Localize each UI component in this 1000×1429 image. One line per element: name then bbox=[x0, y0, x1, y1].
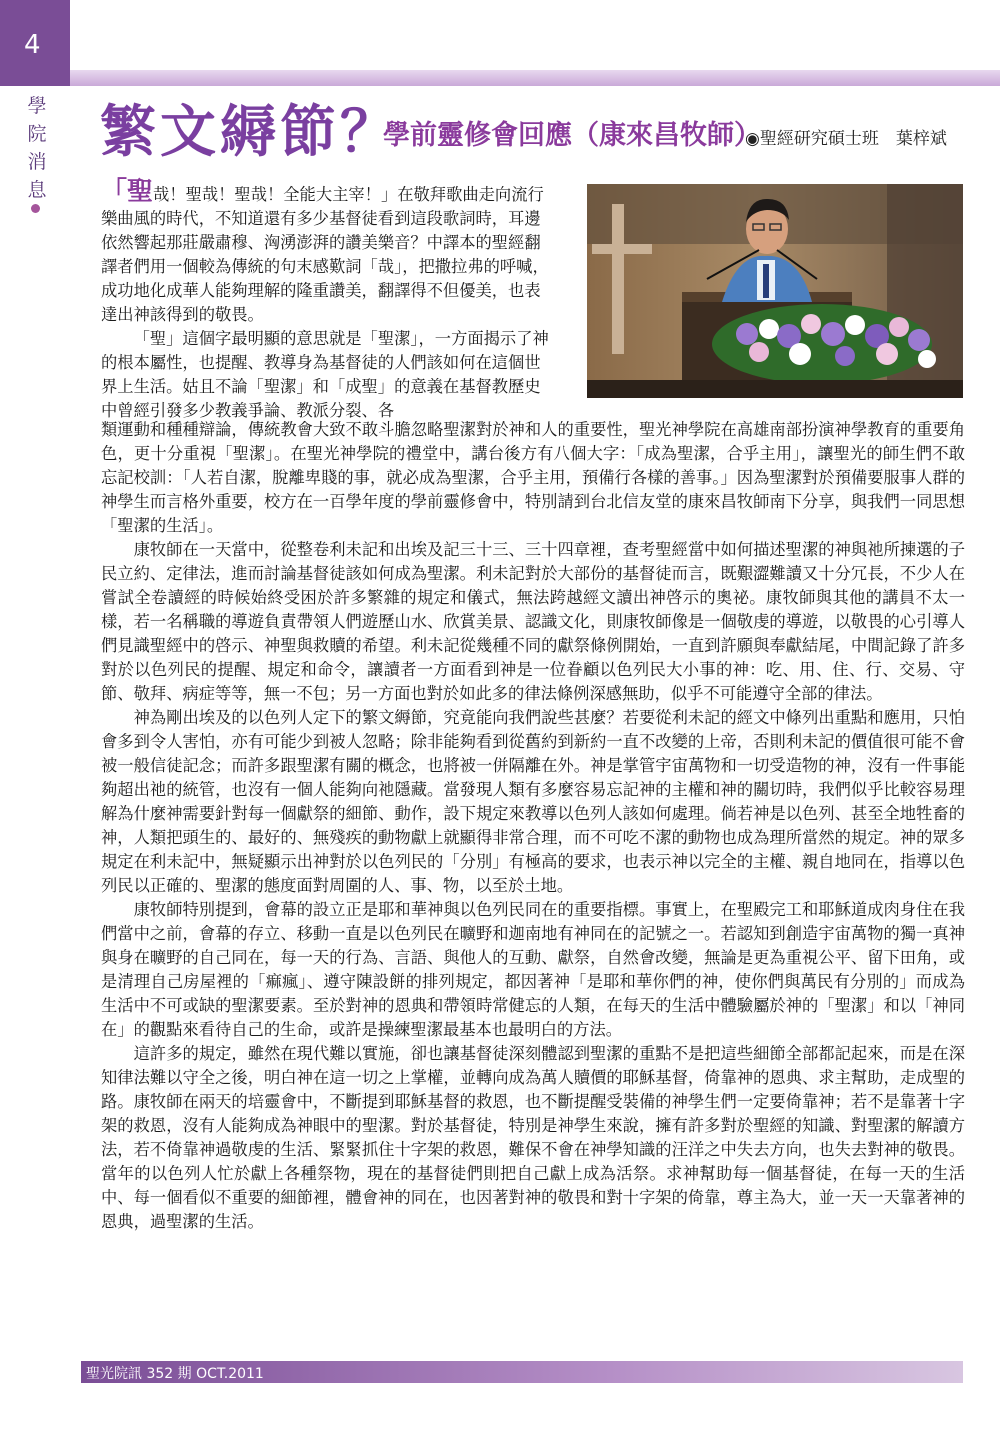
section-label-char: 息 bbox=[27, 179, 47, 201]
page-number: 4 bbox=[24, 30, 41, 60]
body-paragraph: 康牧師在一天當中，從整卷利未記和出埃及記三十三、三十四章裡，查考聖經當中如何描述聖潔的神與祂所揀選的子民立約、定律法，進而討論基督徒該如何成為聖潔。利未記對於大部份的基督徒而言，既艱澀難讀又十分冗長，不少人在嘗試全卷讀經的時候始終受困於許多繁雜的規定和儀式，無法跨越經文讀出神啓示的奧祕。康牧師與其他的講員不太一樣，若一名稱職的導遊負責帶領人們遊歷山水、欣賞美景、認識文化，則康牧師像是一個敬虔的導遊，以敬畏的心引導人們見識聖經中的啓示、神聖與救贖的希望。利未記從幾種不同的獻祭條例開始，一直到許願與奉獻結尾，中間記錄了許多對於以色列民的提醒、規定和命令，讓讀者一方面看到神是一位眷顧以色列民大小事的神：吃、用、住、行、交易、守節、敬拜、病症等等，無一不包；另一方面也對於如此多的律法條例深感無助，似乎不可能遵守全部的律法。 bbox=[101, 540, 965, 703]
lead-paragraph-2: 「聖」這個字最明顯的意思就是「聖潔」，一方面揭示了神的根本屬性，也提醒、教導身為基督徒的人們該如何在這個世界上生活。姑且不論「聖潔」和「成聖」的意義在基督教歷史中曾經引發多少教義爭論、教派分裂、各 bbox=[101, 329, 549, 420]
article-title: 繁文縟節？ bbox=[100, 100, 400, 165]
body-paragraph: 康牧師特別提到，會幕的設立正是耶和華神與以色列民同在的重要指標。事實上，在聖殿完工和耶穌道成肉身住在我們當中之前，會幕的存立、移動一直是以色列民在曠野和迦南地有神同在的記號之一。若認知到創造宇宙萬物的獨一真神與身在曠野的自己同在，每一天的行為、言語、與他人的互動、獻祭，自然會改變，無論是更為重視公平、留下田角，或是清理自己房屋裡的「痲瘋」、遵守陳設餅的排列規定，都因著神「是耶和華你們的神，使你們與萬民有分別的」而成為生活中不可或缺的聖潔要素。至於對神的恩典和帶領時常健忘的人類，在每天的生活中體驗屬於神的「聖潔」和以「神同在」的觀點來看待自己的生命，或許是操練聖潔最基本也最明白的方法。 bbox=[101, 900, 965, 1039]
section-dot-icon bbox=[31, 204, 40, 213]
speaker-photo-illustration bbox=[587, 184, 963, 398]
dropcap: 「聖 bbox=[101, 177, 154, 207]
article-subtitle: 學前靈修會回應（康來昌牧師） bbox=[383, 120, 761, 151]
speaker-photo bbox=[587, 184, 963, 398]
lead-paragraph-1 bbox=[101, 177, 553, 327]
header-rule bbox=[70, 70, 1000, 86]
body-paragraph: 類運動和種種辯論，傳統教會大致不敢斗膽忽略聖潔對於神和人的重要性，聖光神學院在高雄南部扮演神學教育的重要角色，更十分重視「聖潔」。在聖光神學院的禮堂中，講台後方有八個大字：「成為聖潔，合乎主用」，讓聖光的師生們不敢忘記校訓：「人若自潔，脫離卑賤的事，就必成為聖潔，合乎主用，預備行各樣的善事。」因為聖潔對於預備要服事人群的神學生而言格外重要，校方在一百學年度的學前靈修會中，特別請到台北信友堂的康來昌牧師南下分享，與我們一同思想「聖潔的生活」。 bbox=[101, 420, 965, 535]
body-paragraph: 神為剛出埃及的以色列人定下的繁文縟節，究竟能向我們說些甚麼？若要從利未記的經文中條列出重點和應用，只怕會多到令人害怕，亦有可能少到被人忽略；除非能夠看到從舊約到新約一直不改變的上帝，否則利未記的價值很可能不會被一般信徒記念；而許多跟聖潔有關的概念，也將被一併隔離在外。神是掌管宇宙萬物和一切受造物的神，沒有一件事能夠超出祂的統管，也沒有一個人能夠向祂隱藏。當發現人類有多麼容易忘記神的主權和神的關切時，我們似乎比較容易理解為什麼神需要針對每一個獻祭的細節、動作，設下規定來教導以色列人該如何處理。倘若神是以色列、甚至全地牲畜的神，人類把頭生的、最好的、無殘疾的動物獻上就顯得非常合理，而不可吃不潔的動物也成為理所當然的規定。神的眾多規定在利未記中，無疑顯示出神對於以色列民的「分別」有極高的要求，也表示神以完全的主權、親自地同在，指導以色列民以正確的、聖潔的態度面對周圍的人、事、物，以至於土地。 bbox=[101, 708, 965, 895]
footer-text: 聖光院訊 352 期 OCT.2011 bbox=[86, 1366, 264, 1382]
article-body bbox=[101, 418, 965, 1234]
section-label-char: 學 bbox=[27, 95, 47, 117]
article-author: ◉聖經研究碩士班 葉梓斌 bbox=[745, 129, 947, 149]
body-paragraph: 這許多的規定，雖然在現代難以實施，卻也讓基督徒深刻體認到聖潔的重點不是把這些細節全部都記起來，而是在深知律法難以守全之後，明白神在這一切之上掌權，並轉向成為萬人贖價的耶穌基督，倚靠神的恩典、求主幫助，走成聖的路。康牧師在兩天的培靈會中，不斷提到耶穌基督的救恩，也不斷提醒受裝備的神學生們一定要倚靠神；若不是靠著十字架的救恩，沒有人能夠成為神眼中的聖潔。對於基督徒，特別是神學生來說，擁有許多對於聖經的知識、對聖潔的解讀方法，若不倚靠神過敬虔的生活、緊緊抓住十字架的救恩，難保不會在神學知識的汪洋之中失去方向，也失去對神的敬畏。當年的以色列人忙於獻上各種祭物，現在的基督徒們則把自己獻上成為活祭。求神幫助每一個基督徒，在每一天的生活中、每一個看似不重要的細節裡，體會神的同在，也因著對神的敬畏和對十字架的倚靠，尊主為大，並一天一天靠著神的恩典，過聖潔的生活。 bbox=[101, 1044, 965, 1231]
section-label-char: 院 bbox=[27, 123, 47, 145]
lead-paragraph-1-text: 哉！聖哉！聖哉！全能大主宰！」在敬拜歌曲走向流行樂曲風的時代，不知道還有多少基督徒看到這段歌詞時，耳邊依然響起那莊嚴肅穆、洶湧澎湃的讚美樂音？中譯本的聖經翻譯者們用一個較為傳統的句末感歎詞「哉」，把撒拉弗的呼喊，成功地化成華人能夠理解的隆重讚美，翻譯得不但優美，也表達出神該得到的敬畏。 bbox=[101, 185, 549, 324]
lead-paragraphs bbox=[101, 177, 553, 423]
section-label bbox=[22, 92, 52, 204]
section-label-char: 消 bbox=[27, 151, 47, 173]
